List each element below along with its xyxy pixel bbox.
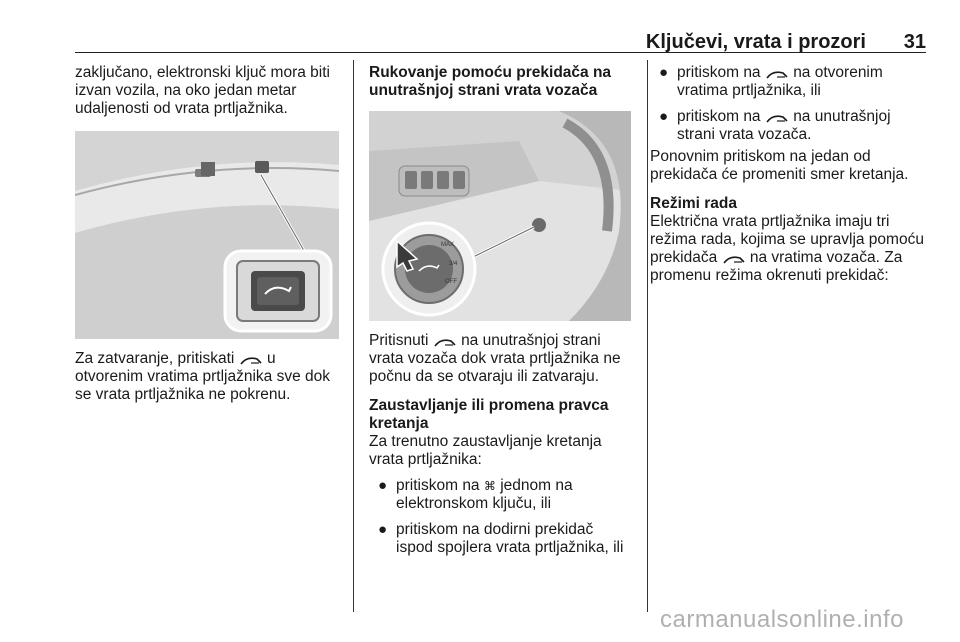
page-header (75, 28, 926, 54)
column-divider-2 (647, 60, 648, 612)
list-item-text (677, 64, 928, 100)
bullet-dot: ● (377, 521, 388, 538)
list-item-text (677, 108, 928, 144)
key-tailgate-icon: ⌘ (483, 479, 496, 493)
switch-label-34: 3/4 (449, 261, 458, 267)
column-3 (650, 64, 928, 285)
col3-paragraph-2 (650, 213, 928, 285)
col1-caption (75, 350, 341, 404)
caption-text-b: u otvorenim vratima prtljažnika sve dok se vrata prtljažnika ne pokrenu. (75, 350, 330, 403)
col2-p1-text-a: Pritisnuti (369, 332, 429, 349)
page-number: 31 (903, 31, 926, 53)
list-item (650, 64, 928, 100)
list-item-text (396, 477, 634, 513)
column-1 (75, 64, 341, 404)
list-item-text: pritiskom na dodirni prekidač ispod spojlera vrata prtljažnika, ili (396, 521, 624, 556)
tailgate-illustration (75, 131, 339, 339)
section-heading-driver-switch: Rukovanje pomoću prekidača na unutrašnjoj strani vrata vozača (369, 64, 612, 99)
col3-bullet2-text-b: na unutrašnjoj strani vrata vozača. (677, 108, 891, 143)
watermark: carmanualsonline.info (660, 606, 904, 633)
tailgate-icon (765, 67, 789, 79)
tailgate-icon (433, 335, 457, 347)
col3-bullet1-text-a: pritiskom na (677, 64, 761, 81)
col2-paragraph-2: Za trenutno zaustavljanje kretanja vrata prtljažnika: (369, 433, 602, 468)
bullet-dot: ● (377, 477, 388, 494)
col2-paragraph-1 (369, 332, 634, 386)
col3-bullet2-text-a: pritiskom na (677, 108, 761, 125)
switch-label-off: OFF (445, 279, 457, 285)
column-2 (369, 64, 634, 557)
bullet1-text-a: pritiskom na (396, 477, 480, 494)
caption-text-a: Za zatvaranje, pritiskati (75, 350, 235, 367)
driver-door-switch-figure (369, 111, 631, 321)
list-item (650, 108, 928, 144)
header-title: Ključevi, vrata i prozori (645, 31, 866, 53)
column-divider-1 (353, 60, 354, 612)
bullet-dot: ● (658, 108, 669, 125)
col3-p2-text-a: Električna vrata prtljažnika imaju tri režima rada, kojima se upravlja pomoću prekidača (650, 213, 924, 266)
bullet1-text-b: jednom na elektronskom ključu, ili (396, 477, 573, 512)
col3-paragraph-1: Ponovnim pritiskom na jedan od prekidača će promeniti smer kretanja. (650, 148, 909, 183)
tailgate-icon (722, 252, 746, 264)
section-heading-modes: Režimi rada (650, 195, 738, 212)
tailgate-switch-figure (75, 131, 339, 339)
col3-p2-text-b: na vratima vozača. Za promenu režima okrenuti prekidač: (650, 249, 903, 284)
header-rule (75, 52, 926, 53)
col1-paragraph: zaključano, elektronski ključ mora biti izvan vozila, na oko jedan metar udaljenosti od vrata prtljažnika. (75, 64, 330, 117)
tailgate-icon (239, 353, 263, 365)
list-item (369, 477, 634, 513)
section-heading-stop: Zaustavljanje ili promena pravca kretanja (369, 397, 609, 432)
col3-bullet1-text-b: na otvorenim vratima prtljažnika, ili (677, 64, 883, 99)
bullet-dot: ● (658, 64, 669, 81)
switch-label-max: MAX (441, 242, 455, 248)
list-item (369, 521, 634, 557)
driver-door-illustration (369, 111, 631, 321)
tailgate-icon (765, 111, 789, 123)
col2-p1-text-b: na unutrašnjoj strani vrata vozača dok vrata prtljažnika ne počnu da se otvaraju ili zatvaraju. (369, 332, 621, 385)
